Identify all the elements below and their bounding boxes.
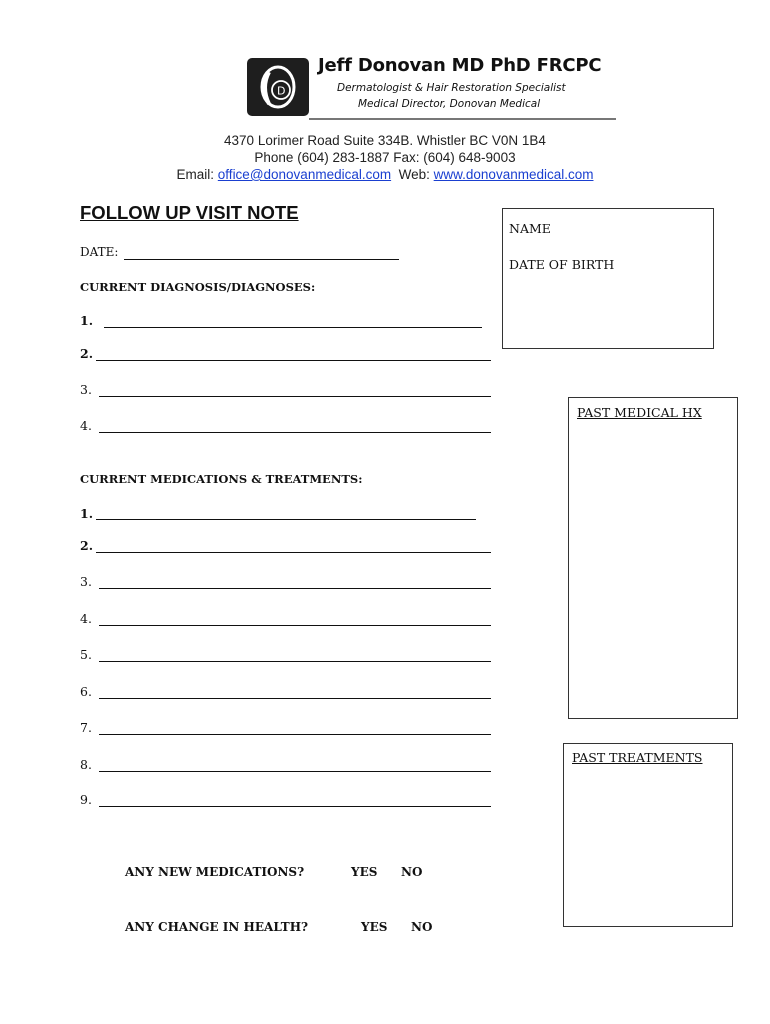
- medications-heading: CURRENT MEDICATIONS & TREATMENTS:: [80, 472, 363, 486]
- clinic-address: 4370 Lorimer Road Suite 334B. Whistler BC V0N 1B4: [224, 133, 546, 148]
- patient-info-box[interactable]: [502, 208, 714, 349]
- header-divider: [309, 118, 616, 120]
- svg-text:D: D: [277, 84, 286, 98]
- patient-dob-label: DATE OF BIRTH: [509, 257, 615, 272]
- medication-line[interactable]: [99, 698, 491, 699]
- logo-emblem-icon: [247, 58, 309, 116]
- date-label: DATE:: [80, 245, 119, 259]
- change-in-health-no-option[interactable]: NO: [411, 920, 433, 934]
- web-link[interactable]: www.donovanmedical.com: [433, 167, 594, 182]
- date-field-line[interactable]: [124, 259, 399, 260]
- question-change-in-health: ANY CHANGE IN HEALTH?: [125, 920, 309, 934]
- diagnosis-line[interactable]: [99, 396, 491, 397]
- past-medical-hx-box[interactable]: [568, 397, 738, 719]
- email-link[interactable]: office@donovanmedical.com: [217, 167, 392, 182]
- diagnosis-line[interactable]: [99, 432, 491, 433]
- change-in-health-yes-option[interactable]: YES: [361, 920, 388, 934]
- medication-line[interactable]: [99, 661, 491, 662]
- medication-line[interactable]: [99, 734, 491, 735]
- medication-number: 8.: [80, 757, 92, 772]
- doctor-specialty: Dermatologist & Hair Restoration Specialist: [337, 82, 566, 94]
- contact-line: [0, 167, 770, 182]
- medication-number: 7.: [80, 720, 92, 735]
- past-medical-hx-label: PAST MEDICAL HX: [577, 405, 702, 420]
- clinic-phone: Phone (604) 283-1887 Fax: (604) 648-9003: [254, 150, 516, 165]
- diagnosis-number: 4.: [80, 418, 92, 433]
- doctor-role: Medical Director, Donovan Medical: [358, 98, 541, 110]
- medication-line[interactable]: [99, 588, 491, 589]
- medication-line[interactable]: [99, 806, 491, 807]
- medication-number: 6.: [80, 684, 92, 699]
- diagnosis-number: 1.: [80, 313, 94, 328]
- diagnosis-number: 3.: [80, 382, 92, 397]
- diagnosis-line[interactable]: [96, 360, 491, 361]
- medication-line[interactable]: [99, 771, 491, 772]
- question-new-medications: ANY NEW MEDICATIONS?: [125, 865, 305, 879]
- clinic-logo: [247, 58, 309, 116]
- medication-line[interactable]: [96, 552, 491, 553]
- medication-number: 2.: [80, 538, 94, 553]
- medication-number: 3.: [80, 574, 92, 589]
- doctor-name: Jeff Donovan MD PhD FRCPC: [318, 55, 602, 76]
- diagnosis-line[interactable]: [104, 327, 482, 328]
- medication-number: 9.: [80, 792, 92, 807]
- past-treatments-box[interactable]: [563, 743, 733, 927]
- diagnosis-number: 2.: [80, 346, 94, 361]
- medication-number: 1.: [80, 506, 94, 521]
- email-label: Email:: [176, 167, 215, 182]
- new-medications-no-option[interactable]: NO: [401, 865, 423, 879]
- form-title: FOLLOW UP VISIT NOTE: [80, 202, 299, 223]
- medication-number: 5.: [80, 647, 92, 662]
- medication-line[interactable]: [99, 625, 491, 626]
- new-medications-yes-option[interactable]: YES: [351, 865, 378, 879]
- medication-line[interactable]: [96, 519, 476, 520]
- medication-number: 4.: [80, 611, 92, 626]
- web-label: Web:: [398, 167, 430, 182]
- past-treatments-label: PAST TREATMENTS: [572, 750, 703, 765]
- patient-name-label: NAME: [509, 221, 551, 236]
- diagnosis-heading: CURRENT DIAGNOSIS/DIAGNOSES:: [80, 280, 316, 294]
